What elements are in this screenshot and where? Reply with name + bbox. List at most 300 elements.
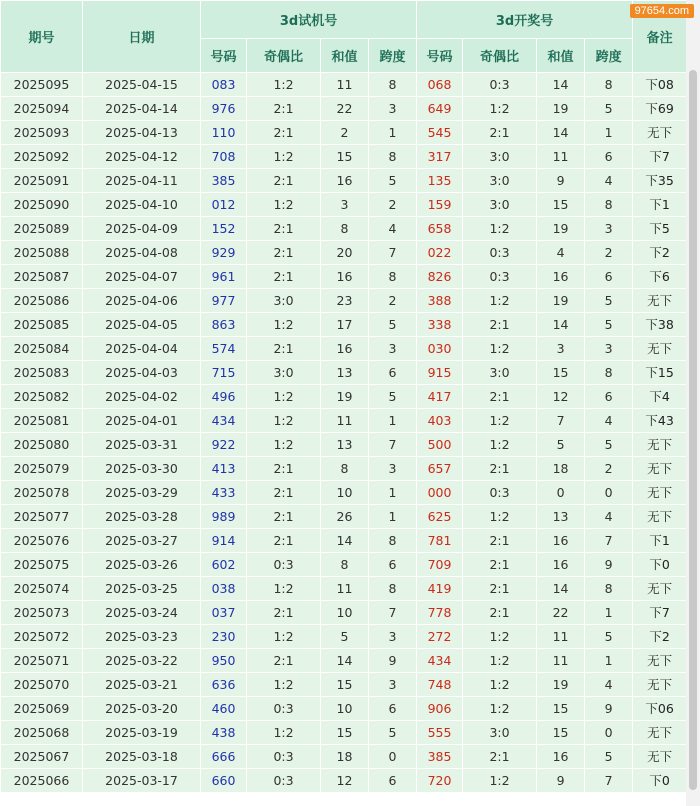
trial-sum-cell: 15 — [321, 721, 369, 745]
draw-number-cell: 906 — [417, 697, 463, 721]
draw-number-group-header: 3d开奖号 — [417, 1, 633, 39]
date-cell: 2025-03-18 — [83, 745, 201, 769]
draw-span-cell: 6 — [585, 265, 633, 289]
draw-number-cell: 658 — [417, 217, 463, 241]
trial-parity-cell: 1:2 — [247, 577, 321, 601]
draw-span-cell: 0 — [585, 481, 633, 505]
trial-sum-cell: 18 — [321, 745, 369, 769]
table-row — [1, 457, 687, 481]
draw-number-cell: 403 — [417, 409, 463, 433]
issue-cell: 2025079 — [1, 457, 83, 481]
trial-span-cell: 3 — [369, 97, 417, 121]
draw-span-cell: 6 — [585, 385, 633, 409]
trial-span-cell: 1 — [369, 409, 417, 433]
note-cell: 无下 — [633, 721, 687, 745]
trial-span-cell: 7 — [369, 433, 417, 457]
trial-parity-cell: 0:3 — [247, 769, 321, 793]
trial-parity-cell: 1:2 — [247, 673, 321, 697]
trial-span-cell: 8 — [369, 145, 417, 169]
scrollbar-thumb[interactable] — [689, 70, 697, 790]
table-row — [1, 73, 687, 97]
trial-parity-cell: 1:2 — [247, 409, 321, 433]
draw-parity-cell: 1:2 — [463, 673, 537, 697]
draw-sum-cell: 11 — [537, 649, 585, 673]
trial-parity-cell: 2:1 — [247, 241, 321, 265]
draw-span-cell: 4 — [585, 409, 633, 433]
note-cell: 无下 — [633, 505, 687, 529]
draw-sum-cell: 3 — [537, 337, 585, 361]
draw-sum-cell: 14 — [537, 73, 585, 97]
draw-sum-cell: 14 — [537, 313, 585, 337]
table-row — [1, 121, 687, 145]
trial-parity-cell: 1:2 — [247, 145, 321, 169]
draw-parity-cell: 2:1 — [463, 601, 537, 625]
trial-number-cell: 666 — [201, 745, 247, 769]
trial-sum-cell: 14 — [321, 649, 369, 673]
trial-parity-cell: 2:1 — [247, 169, 321, 193]
trial-span-cell: 5 — [369, 385, 417, 409]
draw-sum-cell: 19 — [537, 289, 585, 313]
trial-sum-cell: 15 — [321, 145, 369, 169]
draw-sum-cell: 5 — [537, 433, 585, 457]
trial-number-cell: 083 — [201, 73, 247, 97]
draw-number-cell: 068 — [417, 73, 463, 97]
draw-sum-cell: 16 — [537, 745, 585, 769]
trial-parity-cell: 2:1 — [247, 97, 321, 121]
draw-parity-cell: 3:0 — [463, 145, 537, 169]
draw-sum-cell: 9 — [537, 169, 585, 193]
trial-parity-cell: 0:3 — [247, 697, 321, 721]
draw-parity-cell: 0:3 — [463, 241, 537, 265]
draw-sum-cell: 7 — [537, 409, 585, 433]
draw-number-cell: 778 — [417, 601, 463, 625]
table-body — [1, 73, 687, 793]
date-cell: 2025-04-07 — [83, 265, 201, 289]
issue-cell: 2025073 — [1, 601, 83, 625]
issue-cell: 2025082 — [1, 385, 83, 409]
trial-number-cell: 037 — [201, 601, 247, 625]
draw-number-cell: 388 — [417, 289, 463, 313]
trial-parity-cell: 1:2 — [247, 625, 321, 649]
trial-sum-cell: 14 — [321, 529, 369, 553]
draw-parity-cell: 2:1 — [463, 553, 537, 577]
date-cell: 2025-04-12 — [83, 145, 201, 169]
table-row — [1, 529, 687, 553]
trial-sum-cell: 16 — [321, 265, 369, 289]
draw-sum-cell: 0 — [537, 481, 585, 505]
issue-cell: 2025081 — [1, 409, 83, 433]
trial-sum-cell: 15 — [321, 673, 369, 697]
issue-cell: 2025072 — [1, 625, 83, 649]
draw-number-cell: 135 — [417, 169, 463, 193]
trial-number-cell: 152 — [201, 217, 247, 241]
issue-cell: 2025075 — [1, 553, 83, 577]
trial-number-cell: 977 — [201, 289, 247, 313]
trial-parity-cell: 1:2 — [247, 313, 321, 337]
date-cell: 2025-03-24 — [83, 601, 201, 625]
table-row — [1, 673, 687, 697]
draw-parity-cell: 1:2 — [463, 505, 537, 529]
date-cell: 2025-03-19 — [83, 721, 201, 745]
trial-span-cell: 4 — [369, 217, 417, 241]
issue-cell: 2025080 — [1, 433, 83, 457]
draw-parity-header: 奇偶比 — [463, 39, 537, 73]
trial-parity-cell: 1:2 — [247, 193, 321, 217]
trial-span-cell: 6 — [369, 697, 417, 721]
trial-sum-header: 和值 — [321, 39, 369, 73]
date-cell: 2025-04-11 — [83, 169, 201, 193]
trial-sum-cell: 11 — [321, 409, 369, 433]
draw-sum-header: 和值 — [537, 39, 585, 73]
draw-sum-cell: 11 — [537, 145, 585, 169]
note-cell: 下6 — [633, 265, 687, 289]
draw-span-cell: 1 — [585, 601, 633, 625]
draw-number-cell: 434 — [417, 649, 463, 673]
note-cell: 下4 — [633, 385, 687, 409]
date-cell: 2025-04-13 — [83, 121, 201, 145]
issue-cell: 2025094 — [1, 97, 83, 121]
draw-span-cell: 0 — [585, 721, 633, 745]
date-cell: 2025-03-17 — [83, 769, 201, 793]
draw-parity-cell: 2:1 — [463, 313, 537, 337]
trial-parity-cell: 2:1 — [247, 601, 321, 625]
note-cell: 无下 — [633, 673, 687, 697]
trial-number-cell: 438 — [201, 721, 247, 745]
draw-number-cell: 625 — [417, 505, 463, 529]
trial-number-cell: 433 — [201, 481, 247, 505]
trial-sum-cell: 8 — [321, 553, 369, 577]
draw-parity-cell: 1:2 — [463, 433, 537, 457]
trial-span-cell: 8 — [369, 73, 417, 97]
draw-sum-cell: 4 — [537, 241, 585, 265]
table-row — [1, 553, 687, 577]
trial-span-cell: 8 — [369, 265, 417, 289]
issue-cell: 2025093 — [1, 121, 83, 145]
draw-parity-cell: 1:2 — [463, 697, 537, 721]
draw-number-cell: 500 — [417, 433, 463, 457]
trial-sum-cell: 3 — [321, 193, 369, 217]
trial-parity-cell: 0:3 — [247, 553, 321, 577]
trial-span-cell: 9 — [369, 649, 417, 673]
draw-span-cell: 8 — [585, 577, 633, 601]
draw-parity-cell: 0:3 — [463, 73, 537, 97]
date-cell: 2025-03-20 — [83, 697, 201, 721]
date-cell: 2025-03-30 — [83, 457, 201, 481]
table-row — [1, 289, 687, 313]
draw-span-cell: 2 — [585, 457, 633, 481]
trial-number-cell: 914 — [201, 529, 247, 553]
trial-span-cell: 6 — [369, 769, 417, 793]
draw-sum-cell: 15 — [537, 697, 585, 721]
note-cell: 下38 — [633, 313, 687, 337]
trial-span-cell: 5 — [369, 313, 417, 337]
draw-sum-cell: 19 — [537, 217, 585, 241]
draw-sum-cell: 11 — [537, 625, 585, 649]
note-cell: 下2 — [633, 241, 687, 265]
draw-span-cell: 5 — [585, 313, 633, 337]
draw-span-cell: 7 — [585, 529, 633, 553]
draw-span-cell: 9 — [585, 553, 633, 577]
issue-cell: 2025084 — [1, 337, 83, 361]
trial-span-cell: 3 — [369, 337, 417, 361]
trial-sum-cell: 11 — [321, 73, 369, 97]
draw-number-cell: 720 — [417, 769, 463, 793]
date-cell: 2025-04-14 — [83, 97, 201, 121]
trial-span-cell: 0 — [369, 745, 417, 769]
trial-number-cell: 434 — [201, 409, 247, 433]
trial-sum-cell: 19 — [321, 385, 369, 409]
trial-number-cell: 929 — [201, 241, 247, 265]
draw-sum-cell: 15 — [537, 721, 585, 745]
trial-number-cell: 574 — [201, 337, 247, 361]
trial-sum-cell: 13 — [321, 433, 369, 457]
draw-span-cell: 1 — [585, 121, 633, 145]
draw-span-cell: 8 — [585, 73, 633, 97]
draw-number-cell: 555 — [417, 721, 463, 745]
draw-span-cell: 4 — [585, 505, 633, 529]
date-cell: 2025-03-31 — [83, 433, 201, 457]
issue-cell: 2025091 — [1, 169, 83, 193]
table-row — [1, 577, 687, 601]
trial-span-cell: 2 — [369, 193, 417, 217]
trial-span-cell: 1 — [369, 121, 417, 145]
trial-span-cell: 3 — [369, 457, 417, 481]
issue-cell: 2025069 — [1, 697, 83, 721]
table-row — [1, 649, 687, 673]
note-cell: 下1 — [633, 529, 687, 553]
draw-sum-cell: 14 — [537, 121, 585, 145]
draw-span-cell: 6 — [585, 145, 633, 169]
draw-number-cell: 417 — [417, 385, 463, 409]
note-cell: 下1 — [633, 193, 687, 217]
issue-cell: 2025088 — [1, 241, 83, 265]
draw-sum-cell: 15 — [537, 361, 585, 385]
table-row — [1, 745, 687, 769]
table-row — [1, 169, 687, 193]
trial-number-cell: 708 — [201, 145, 247, 169]
trial-sum-cell: 13 — [321, 361, 369, 385]
issue-cell: 2025089 — [1, 217, 83, 241]
trial-sum-cell: 23 — [321, 289, 369, 313]
trial-sum-cell: 10 — [321, 481, 369, 505]
trial-span-header: 跨度 — [369, 39, 417, 73]
date-cell: 2025-04-04 — [83, 337, 201, 361]
draw-sum-cell: 9 — [537, 769, 585, 793]
issue-cell: 2025087 — [1, 265, 83, 289]
draw-span-cell: 3 — [585, 217, 633, 241]
draw-number-cell: 317 — [417, 145, 463, 169]
note-cell: 下0 — [633, 553, 687, 577]
draw-number-cell: 781 — [417, 529, 463, 553]
trial-sum-cell: 16 — [321, 337, 369, 361]
trial-parity-cell: 2:1 — [247, 505, 321, 529]
trial-number-cell: 976 — [201, 97, 247, 121]
draw-number-cell: 000 — [417, 481, 463, 505]
draw-parity-cell: 1:2 — [463, 217, 537, 241]
draw-number-cell: 826 — [417, 265, 463, 289]
date-cell: 2025-04-02 — [83, 385, 201, 409]
date-cell: 2025-04-01 — [83, 409, 201, 433]
date-cell: 2025-04-15 — [83, 73, 201, 97]
table-row — [1, 625, 687, 649]
trial-sum-cell: 16 — [321, 169, 369, 193]
note-cell: 下06 — [633, 697, 687, 721]
trial-number-cell: 038 — [201, 577, 247, 601]
trial-sum-cell: 20 — [321, 241, 369, 265]
trial-parity-cell: 3:0 — [247, 361, 321, 385]
draw-number-cell: 915 — [417, 361, 463, 385]
trial-span-cell: 3 — [369, 673, 417, 697]
table-row — [1, 721, 687, 745]
trial-parity-cell: 1:2 — [247, 433, 321, 457]
draw-parity-cell: 1:2 — [463, 289, 537, 313]
table-row — [1, 385, 687, 409]
trial-number-cell: 496 — [201, 385, 247, 409]
draw-span-cell: 8 — [585, 361, 633, 385]
trial-parity-cell: 2:1 — [247, 649, 321, 673]
draw-parity-cell: 3:0 — [463, 721, 537, 745]
table-row — [1, 481, 687, 505]
issue-cell: 2025066 — [1, 769, 83, 793]
draw-parity-cell: 1:2 — [463, 625, 537, 649]
date-cell: 2025-03-29 — [83, 481, 201, 505]
draw-sum-cell: 14 — [537, 577, 585, 601]
trial-parity-cell: 2:1 — [247, 337, 321, 361]
table-row — [1, 409, 687, 433]
draw-number-cell: 385 — [417, 745, 463, 769]
date-header: 日期 — [83, 1, 201, 73]
issue-cell: 2025083 — [1, 361, 83, 385]
trial-number-cell: 602 — [201, 553, 247, 577]
draw-number-cell: 649 — [417, 97, 463, 121]
draw-parity-cell: 2:1 — [463, 385, 537, 409]
note-cell: 无下 — [633, 433, 687, 457]
trial-sum-cell: 12 — [321, 769, 369, 793]
table-row — [1, 433, 687, 457]
draw-parity-cell: 3:0 — [463, 193, 537, 217]
trial-parity-cell: 1:2 — [247, 73, 321, 97]
date-cell: 2025-03-28 — [83, 505, 201, 529]
trial-sum-cell: 26 — [321, 505, 369, 529]
trial-number-cell: 863 — [201, 313, 247, 337]
trial-number-cell: 961 — [201, 265, 247, 289]
draw-parity-cell: 3:0 — [463, 361, 537, 385]
draw-span-cell: 5 — [585, 625, 633, 649]
note-cell: 无下 — [633, 649, 687, 673]
date-cell: 2025-03-27 — [83, 529, 201, 553]
date-cell: 2025-03-23 — [83, 625, 201, 649]
draw-parity-cell: 1:2 — [463, 649, 537, 673]
draw-span-cell: 5 — [585, 289, 633, 313]
trial-span-cell: 1 — [369, 505, 417, 529]
issue-cell: 2025068 — [1, 721, 83, 745]
trial-number-header: 号码 — [201, 39, 247, 73]
issue-cell: 2025078 — [1, 481, 83, 505]
note-cell: 下2 — [633, 625, 687, 649]
draw-sum-cell: 16 — [537, 265, 585, 289]
trial-sum-cell: 22 — [321, 97, 369, 121]
date-cell: 2025-03-21 — [83, 673, 201, 697]
draw-span-cell: 5 — [585, 97, 633, 121]
issue-cell: 2025095 — [1, 73, 83, 97]
draw-sum-cell: 13 — [537, 505, 585, 529]
draw-parity-cell: 2:1 — [463, 529, 537, 553]
draw-sum-cell: 15 — [537, 193, 585, 217]
trial-parity-cell: 2:1 — [247, 457, 321, 481]
draw-parity-cell: 3:0 — [463, 169, 537, 193]
issue-cell: 2025077 — [1, 505, 83, 529]
issue-cell: 2025067 — [1, 745, 83, 769]
draw-parity-cell: 2:1 — [463, 457, 537, 481]
trial-parity-cell: 2:1 — [247, 529, 321, 553]
issue-cell: 2025092 — [1, 145, 83, 169]
draw-span-cell: 5 — [585, 433, 633, 457]
draw-span-cell: 2 — [585, 241, 633, 265]
draw-span-cell: 4 — [585, 673, 633, 697]
draw-sum-cell: 18 — [537, 457, 585, 481]
draw-span-cell: 8 — [585, 193, 633, 217]
table-row — [1, 265, 687, 289]
draw-number-cell: 748 — [417, 673, 463, 697]
trial-span-cell: 2 — [369, 289, 417, 313]
draw-sum-cell: 19 — [537, 97, 585, 121]
draw-span-cell: 3 — [585, 337, 633, 361]
draw-number-cell: 657 — [417, 457, 463, 481]
note-cell: 无下 — [633, 745, 687, 769]
trial-span-cell: 1 — [369, 481, 417, 505]
table-row — [1, 145, 687, 169]
trial-sum-cell: 10 — [321, 601, 369, 625]
trial-sum-cell: 17 — [321, 313, 369, 337]
trial-span-cell: 5 — [369, 169, 417, 193]
draw-number-cell: 030 — [417, 337, 463, 361]
draw-span-cell: 4 — [585, 169, 633, 193]
draw-number-cell: 159 — [417, 193, 463, 217]
draw-parity-cell: 2:1 — [463, 745, 537, 769]
draw-number-cell: 022 — [417, 241, 463, 265]
draw-parity-cell: 1:2 — [463, 97, 537, 121]
note-cell: 无下 — [633, 457, 687, 481]
note-header: 备注 — [633, 1, 687, 73]
draw-sum-cell: 16 — [537, 553, 585, 577]
trial-parity-cell: 1:2 — [247, 385, 321, 409]
table-row — [1, 601, 687, 625]
date-cell: 2025-04-06 — [83, 289, 201, 313]
trial-sum-cell: 8 — [321, 217, 369, 241]
trial-number-cell: 110 — [201, 121, 247, 145]
draw-parity-cell: 1:2 — [463, 409, 537, 433]
draw-parity-cell: 1:2 — [463, 769, 537, 793]
draw-span-cell: 5 — [585, 745, 633, 769]
draw-number-cell: 338 — [417, 313, 463, 337]
draw-number-header: 号码 — [417, 39, 463, 73]
vertical-scrollbar[interactable] — [686, 0, 700, 806]
draw-number-cell: 272 — [417, 625, 463, 649]
trial-number-cell: 230 — [201, 625, 247, 649]
draw-number-cell: 545 — [417, 121, 463, 145]
trial-span-cell: 7 — [369, 601, 417, 625]
note-cell: 无下 — [633, 121, 687, 145]
trial-number-cell: 460 — [201, 697, 247, 721]
draw-sum-cell: 22 — [537, 601, 585, 625]
note-cell: 无下 — [633, 337, 687, 361]
draw-span-cell: 7 — [585, 769, 633, 793]
draw-span-header: 跨度 — [585, 39, 633, 73]
table-row — [1, 97, 687, 121]
note-cell: 下43 — [633, 409, 687, 433]
draw-sum-cell: 19 — [537, 673, 585, 697]
date-cell: 2025-03-22 — [83, 649, 201, 673]
